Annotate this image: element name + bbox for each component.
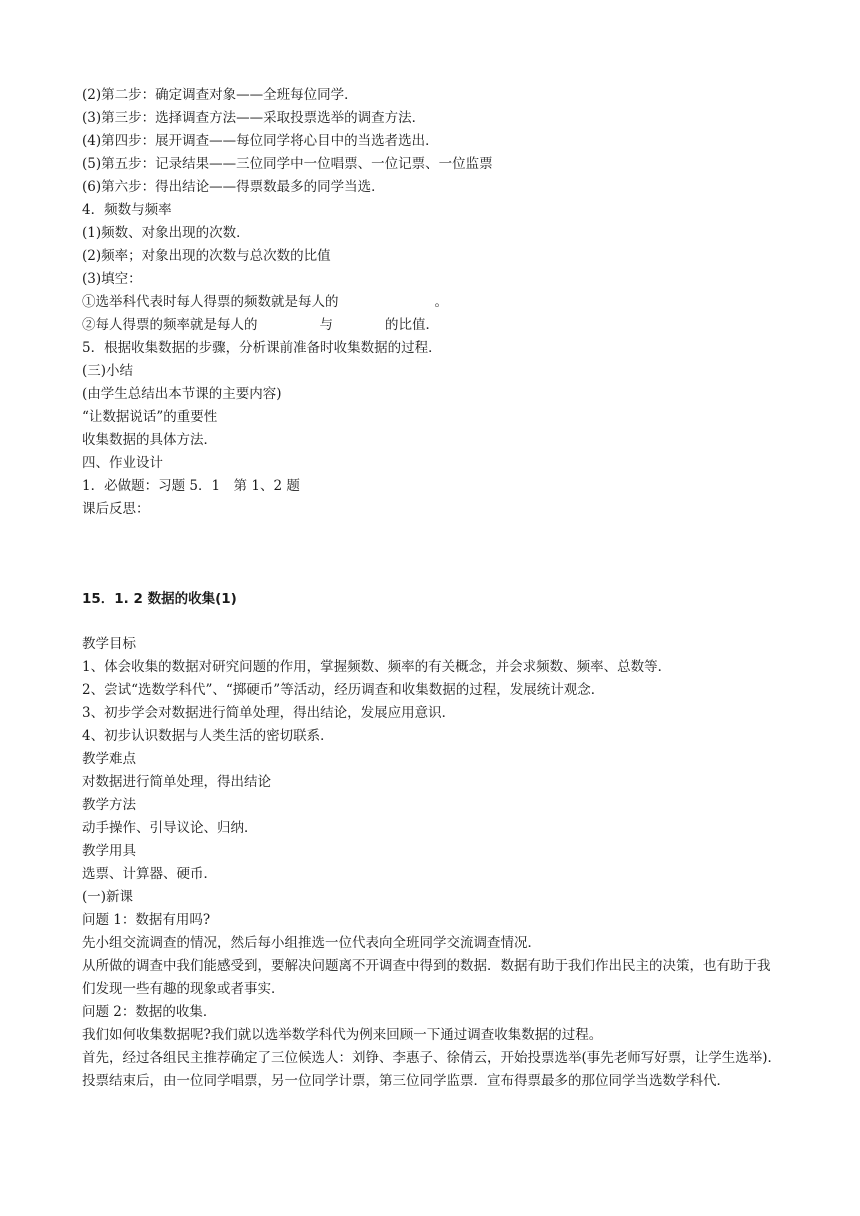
fill-blank-text: 的比值．: [385, 317, 439, 333]
text-line: 对数据进行简单处理，得出结论: [82, 774, 271, 790]
paragraph: 首先，经过各组民主推荐确定了三位候选人：刘铮、李惠子、徐倩云，开始投票选举(事先老师写好票，让学生选举)．投票结束后，由一位同学唱票，另一位同学计票，第三位同学监票．宣布得票最多的那位同学当选数学科代．: [82, 1050, 782, 1089]
fill-blank-line-1: [82, 291, 782, 314]
text-line: 教学目标: [82, 636, 136, 652]
text-line: 5．根据收集数据的步骤，分析课前准备时收集数据的过程．: [82, 340, 442, 356]
fill-blank-text: ②每人得票的频率就是每人的: [82, 317, 258, 333]
text-line: 1、体会收集的数据对研究问题的作用，掌握频数、频率的有关概念，并会求频数、频率、总数等．: [82, 659, 672, 675]
text-line: (2)频率；对象出现的次数与总次数的比值: [82, 248, 331, 264]
text-line: 选票、计算器、硬币．: [82, 866, 217, 882]
text-line: (3)填空：: [82, 271, 142, 287]
fill-blank-text: ①选举科代表时每人得票的频数就是每人的: [82, 294, 339, 310]
text-line: (6)第六步：得出结论——得票数最多的同学当选．: [82, 179, 385, 195]
text-line: (4)第四步：展开调查——每位同学将心目中的当选者选出．: [82, 133, 439, 149]
text-line: 教学方法: [82, 797, 136, 813]
text-line: (一)新课: [82, 889, 134, 905]
spacer: [82, 521, 782, 588]
text-line: 问题 2：数据的收集．: [82, 1004, 217, 1020]
text-line: “让数据说话”的重要性: [82, 409, 218, 425]
document-page: [82, 84, 782, 1093]
text-line: 课后反思：: [82, 501, 150, 517]
text-line: (由学生总结出本节课的主要内容): [82, 386, 282, 402]
text-line: 我们如何收集数据呢?我们就以选举数学科代为例来回顾一下通过调查收集数据的过程。: [82, 1027, 603, 1043]
text-line: 四、作业设计: [82, 455, 163, 471]
text-line: 教学用具: [82, 843, 136, 859]
text-line: (3)第三步：选择调查方法——采取投票选举的调查方法．: [82, 110, 426, 126]
text-line: (1)频数、对象出现的次数．: [82, 225, 250, 241]
fill-blank-text: 与: [319, 317, 333, 333]
paragraph: 从所做的调查中我们能感受到，要解决问题离不开调查中得到的数据．数据有助于我们作出民主的决策，也有助于我们发现一些有趣的现象或者事实．: [82, 958, 771, 997]
fill-blank-line-2: [82, 314, 782, 337]
text-line: (三)小结: [82, 363, 134, 379]
spacer: [82, 611, 782, 633]
text-line: 4．频数与频率: [82, 202, 172, 218]
text-line: (2)第二步：确定调查对象——全班每位同学．: [82, 87, 358, 103]
text-line: 3、初步学会对数据进行简单处理，得出结论，发展应用意识．: [82, 705, 456, 721]
text-line: (5)第五步：记录结果——三位同学中一位唱票、一位记票、一位监票: [82, 156, 493, 172]
text-line: 先小组交流调查的情况，然后每小组推选一位代表向全班同学交流调查情况．: [82, 935, 541, 951]
text-line: 2、尝试“选数学科代”、“掷硬币”等活动，经历调查和收集数据的过程，发展统计观念．: [82, 682, 605, 698]
text-line: 4、初步认识数据与人类生活的密切联系．: [82, 728, 334, 744]
fill-blank-text: 。: [434, 294, 448, 310]
text-line: 收集数据的具体方法．: [82, 432, 217, 448]
text-line: 动手操作、引导议论、归纳．: [82, 820, 258, 836]
text-line: 1．必做题：习题 5．1 第 1、2 题: [82, 478, 300, 494]
text-line: 问题 1：数据有用吗?: [82, 912, 211, 928]
text-line: 教学难点: [82, 751, 136, 767]
section-title: 15．1. 2 数据的收集(1): [82, 591, 237, 607]
